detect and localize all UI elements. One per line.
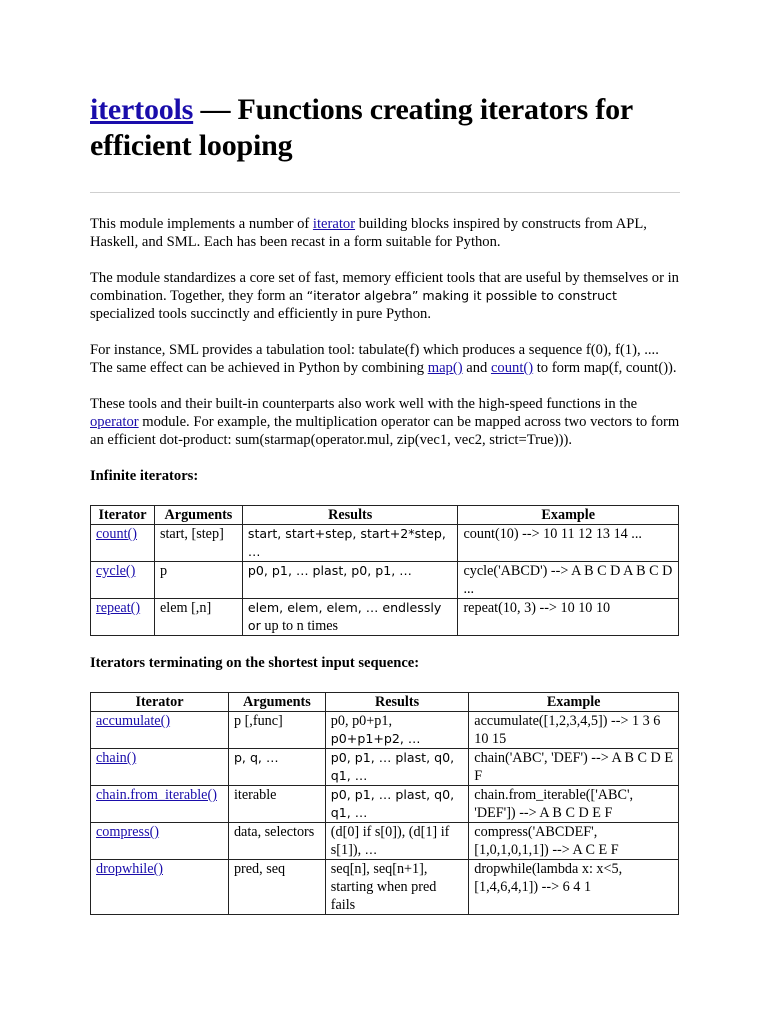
count-iterator-link[interactable]: count() bbox=[96, 526, 137, 542]
itertools-link[interactable]: itertools bbox=[90, 93, 194, 126]
count-link[interactable]: count() bbox=[490, 360, 534, 376]
results-text-a: p0, p0+p1, bbox=[330, 713, 392, 729]
title-divider bbox=[90, 192, 680, 193]
repeat-iterator-link[interactable]: repeat() bbox=[96, 600, 141, 616]
results-text-b: … bbox=[364, 842, 378, 857]
page-title bbox=[90, 92, 680, 164]
arguments-cell: pred, seq bbox=[228, 860, 325, 915]
results-tail-text: up to n times bbox=[260, 618, 339, 634]
results-cell: p0, p1, … plast, q0, q1, … bbox=[325, 786, 469, 823]
results-cell bbox=[242, 599, 458, 636]
p3-text-a: For instance, SML provides a tabulation tool: tabulate(f) which produces a sequence f(0), f(1), .... The same effect can be achieved in Python by combining bbox=[90, 342, 659, 376]
p4-text-b: module. For example, the multiplication operator can be mapped across two vectors to form an efficient dot-product: sum(starmap(operator.mul, zip(vec1, vec2, strict=True))). bbox=[90, 414, 680, 448]
iterator-cell bbox=[91, 712, 229, 749]
header-arguments: Arguments bbox=[228, 693, 325, 712]
example-cell: chain.from_iterable(['ABC', 'DEF']) --> A B C D E F bbox=[469, 786, 679, 823]
p4-text-a: These tools and their built-in counterparts also work well with the high-speed functions in the bbox=[90, 396, 638, 412]
example-cell: accumulate([1,2,3,4,5]) --> 1 3 6 10 15 bbox=[469, 712, 679, 749]
arguments-cell: start, [step] bbox=[154, 525, 242, 562]
results-text-a: (d[0] if s[0]), (d[1] if s[1]), bbox=[330, 824, 450, 858]
results-cell: p0, p1, … plast, q0, q1, … bbox=[325, 749, 469, 786]
p3-text-mid: and bbox=[462, 360, 491, 376]
iterator-cell bbox=[91, 599, 155, 636]
table-row bbox=[91, 823, 679, 860]
header-iterator: Iterator bbox=[91, 506, 155, 525]
arguments-cell: data, selectors bbox=[228, 823, 325, 860]
iterator-cell bbox=[91, 525, 155, 562]
terminating-iterators-heading: Iterators terminating on the shortest input sequence: bbox=[90, 655, 420, 671]
map-link[interactable]: map() bbox=[427, 360, 463, 376]
example-cell: repeat(10, 3) --> 10 10 10 bbox=[458, 599, 679, 636]
operator-link[interactable]: operator bbox=[90, 414, 139, 430]
infinite-iterators-heading: Infinite iterators: bbox=[90, 468, 199, 484]
iterator-link[interactable]: iterator bbox=[312, 216, 356, 232]
header-arguments: Arguments bbox=[154, 506, 242, 525]
header-results: Results bbox=[242, 506, 458, 525]
table-row bbox=[91, 749, 679, 786]
table-header-row bbox=[91, 506, 679, 525]
header-iterator: Iterator bbox=[91, 693, 229, 712]
iterator-cell bbox=[91, 749, 229, 786]
terminating-iterators-table bbox=[90, 692, 679, 915]
chain-from-iterable-link[interactable]: chain.from_iterable() bbox=[96, 787, 217, 803]
page-title-text: — Functions creating iterators for efficient looping bbox=[90, 93, 633, 162]
arguments-cell: iterable bbox=[228, 786, 325, 823]
arguments-cell: p bbox=[154, 562, 242, 599]
table-row bbox=[91, 525, 679, 562]
accumulate-link[interactable]: accumulate() bbox=[96, 713, 171, 729]
example-cell: count(10) --> 10 11 12 13 14 ... bbox=[458, 525, 679, 562]
results-mono-text: elem, elem, elem, … endlessly or bbox=[247, 600, 442, 633]
intro-paragraph-1 bbox=[90, 215, 680, 251]
p2-text-mono: “iterator algebra” making it possible to construct bbox=[306, 288, 617, 303]
p1-text-a: This module implements a number of bbox=[90, 216, 313, 232]
example-cell: chain('ABC', 'DEF') --> A B C D E F bbox=[469, 749, 679, 786]
arguments-cell: p [,func] bbox=[228, 712, 325, 749]
iterator-cell bbox=[91, 786, 229, 823]
iterator-cell bbox=[91, 562, 155, 599]
iterator-cell bbox=[91, 823, 229, 860]
header-results: Results bbox=[325, 693, 469, 712]
results-cell: start, start+step, start+2*step, … bbox=[242, 525, 458, 562]
table-header-row bbox=[91, 693, 679, 712]
infinite-iterators-table bbox=[90, 505, 679, 636]
header-example: Example bbox=[469, 693, 679, 712]
p2-text-b: specialized tools succinctly and efficiently in pure Python. bbox=[90, 306, 431, 322]
results-cell: seq[n], seq[n+1], starting when pred fails bbox=[325, 860, 469, 915]
results-cell bbox=[325, 712, 469, 749]
intro-paragraph-2 bbox=[90, 269, 680, 323]
table-row bbox=[91, 562, 679, 599]
p1-text-b: building blocks inspired by constructs from APL, Haskell, and SML. Each has been recast in a form suitable for Python. bbox=[90, 216, 647, 250]
p2-text-a: The module standardizes a core set of fast, memory efficient tools that are useful by themselves or in combination. Together, they form an bbox=[90, 270, 679, 304]
results-cell: p0, p1, … plast, p0, p1, … bbox=[242, 562, 458, 599]
iterator-cell bbox=[91, 860, 229, 915]
example-cell: cycle('ABCD') --> A B C D A B C D ... bbox=[458, 562, 679, 599]
results-text-b: p0+p1+p2, … bbox=[330, 731, 421, 746]
intro-paragraph-3 bbox=[90, 341, 680, 377]
p3-text-b: to form map(f, count()). bbox=[533, 360, 677, 376]
results-cell bbox=[325, 823, 469, 860]
chain-link[interactable]: chain() bbox=[96, 750, 137, 766]
compress-link[interactable]: compress() bbox=[96, 824, 160, 840]
example-cell: dropwhile(lambda x: x<5, [1,4,6,4,1]) --> 6 4 1 bbox=[469, 860, 679, 915]
intro-paragraph-4 bbox=[90, 395, 680, 449]
table-row bbox=[91, 712, 679, 749]
table-row bbox=[91, 786, 679, 823]
document-page bbox=[90, 92, 680, 915]
dropwhile-link[interactable]: dropwhile() bbox=[96, 861, 163, 877]
example-cell: compress('ABCDEF', [1,0,1,0,1,1]) --> A C E F bbox=[469, 823, 679, 860]
arguments-cell: p, q, … bbox=[228, 749, 325, 786]
table-row bbox=[91, 599, 679, 636]
arguments-cell: elem [,n] bbox=[154, 599, 242, 636]
header-example: Example bbox=[458, 506, 679, 525]
cycle-iterator-link[interactable]: cycle() bbox=[96, 563, 136, 579]
table-row bbox=[91, 860, 679, 915]
